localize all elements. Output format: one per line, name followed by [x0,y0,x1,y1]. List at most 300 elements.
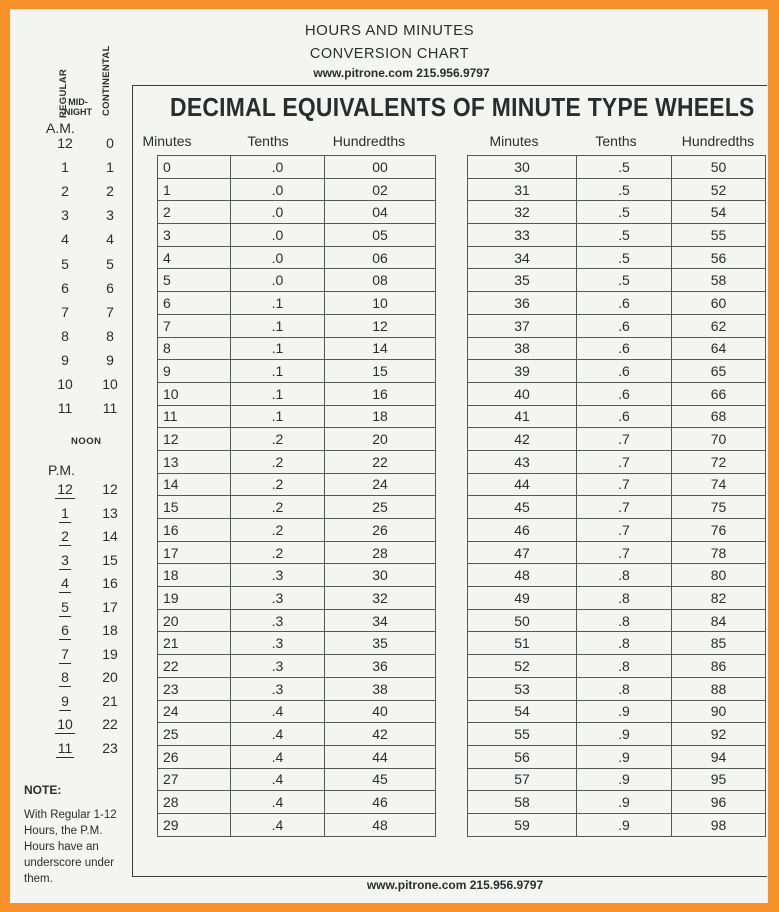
hour-value: 4 [61,231,69,248]
pm-regular-hour [47,599,83,615]
am-regular-hour [47,376,83,392]
table-row [158,224,436,247]
tenths-cell: .5 [577,246,672,269]
minutes-cell: 34 [468,246,577,269]
table-row [468,156,766,179]
hundredths-cell: 04 [325,201,436,224]
minutes-table-left [157,155,436,837]
minutes-cell: 1 [158,178,231,201]
table-row [468,314,766,337]
tenths-cell: .8 [577,655,672,678]
pm-regular-hour [47,716,83,732]
tenths-cell: .5 [577,224,672,247]
pm-continental-hour: 15 [102,551,118,568]
hundredths-cell: 66 [672,382,766,405]
table-row [468,496,766,519]
table-row [158,700,436,723]
hundredths-cell: 68 [672,405,766,428]
note-text: With Regular 1-12 Hours, the P.M. Hours have an underscore under them. [24,809,117,885]
pm-regular-hour [47,575,83,591]
minutes-cell: 53 [468,677,577,700]
minutes-cell: 13 [158,450,231,473]
hour-value: 11 [57,400,73,417]
hour-value: 8 [61,327,69,344]
am-continental-hour: 0 [106,135,114,151]
minutes-cell: 29 [158,813,231,836]
table-row [158,609,436,632]
table-row [158,745,436,768]
hour-value: 7 [61,303,69,320]
minutes-cell: 17 [158,541,231,564]
pm-regular-hour [47,622,83,638]
minutes-cell: 6 [158,292,231,315]
hundredths-cell: 18 [325,405,436,428]
hour-value: 9 [61,351,69,368]
minutes-cell: 46 [468,519,577,542]
table-row [158,246,436,269]
pm-regular-hour [47,669,83,685]
tenths-cell: .2 [231,450,325,473]
minutes-cell: 25 [158,723,231,746]
minutes-cell: 12 [158,428,231,451]
table-row [468,745,766,768]
note-heading: NOTE: [24,783,62,797]
table-row [468,201,766,224]
tenths-cell: .9 [577,791,672,814]
pm-continental-hour: 14 [102,528,118,544]
pm-continental-hour: 19 [102,645,118,662]
hundredths-cell: 00 [325,156,436,179]
tenths-cell: .8 [577,632,672,655]
minutes-cell: 24 [158,700,231,723]
table-row [468,246,766,269]
tenths-cell: .8 [577,609,672,632]
tenths-cell: .0 [231,269,325,292]
table-row [468,541,766,564]
hundredths-cell: 84 [672,609,766,632]
website-url-top: www.pitrone.com 215.956.9797 [313,66,490,80]
hundredths-cell: 92 [672,723,766,746]
hundredths-cell: 36 [325,655,436,678]
noon-label: NOON [71,436,102,447]
minutes-cell: 23 [158,677,231,700]
am-regular-hour [47,183,83,199]
table-row [468,428,766,451]
table-row [158,201,436,224]
tenths-cell: .7 [577,473,672,496]
minutes-cell: 9 [158,360,231,383]
table-row [158,269,436,292]
tenths-cell: .0 [231,201,325,224]
tenths-cell: .0 [231,178,325,201]
hour-value: 1 [61,504,69,521]
minutes-cell: 57 [468,768,577,791]
minutes-cell: 28 [158,791,231,814]
hundredths-cell: 34 [325,609,436,632]
tenths-cell: .4 [231,723,325,746]
hundredths-cell: 82 [672,587,766,610]
hour-value: 3 [61,551,69,568]
hundredths-cell: 16 [325,382,436,405]
hundredths-cell: 32 [325,587,436,610]
hundredths-cell: 98 [672,813,766,836]
table-row [468,178,766,201]
minutes-cell: 18 [158,564,231,587]
am-regular-hour [47,256,83,272]
hundredths-cell: 56 [672,246,766,269]
minutes-cell: 14 [158,473,231,496]
tenths-cell: .7 [577,450,672,473]
hour-value: 6 [61,279,69,296]
tenths-cell: .1 [231,314,325,337]
decimal-table-title: DECIMAL EQUIVALENTS OF MINUTE TYPE WHEELS [170,92,755,122]
hour-value: 9 [61,692,69,709]
hundredths-cell: 40 [325,700,436,723]
hundredths-cell: 38 [325,677,436,700]
header-minutes-left: Minutes [142,133,192,149]
tenths-cell: .2 [231,428,325,451]
tenths-cell: .3 [231,677,325,700]
minutes-cell: 49 [468,587,577,610]
minutes-cell: 20 [158,609,231,632]
pm-continental-hour: 21 [102,692,118,709]
table-row [468,269,766,292]
tenths-cell: .2 [231,519,325,542]
table-row [468,768,766,791]
minutes-cell: 33 [468,224,577,247]
minutes-cell: 42 [468,428,577,451]
tenths-cell: .0 [231,224,325,247]
minutes-cell: 58 [468,791,577,814]
table-row [158,813,436,836]
hour-value: 5 [61,255,69,272]
minutes-cell: 52 [468,655,577,678]
hundredths-cell: 24 [325,473,436,496]
pm-continental-hour: 18 [102,622,118,638]
hundredths-cell: 42 [325,723,436,746]
am-continental-hour: 7 [106,303,114,320]
header-minutes-right: Minutes [489,133,539,149]
minutes-cell: 50 [468,609,577,632]
hour-value: 2 [61,528,69,544]
table-row [468,587,766,610]
am-continental-hour: 2 [106,183,114,200]
table-row [158,337,436,360]
minutes-cell: 8 [158,337,231,360]
table-row [158,314,436,337]
hundredths-cell: 76 [672,519,766,542]
hundredths-cell: 75 [672,496,766,519]
tenths-cell: .4 [231,813,325,836]
table-row [158,405,436,428]
hour-value: 1 [61,159,69,176]
tenths-cell: .6 [577,382,672,405]
hundredths-cell: 85 [672,632,766,655]
minutes-cell: 22 [158,655,231,678]
hour-value: 6 [61,622,69,638]
table-row [158,723,436,746]
table-row [158,178,436,201]
minutes-cell: 51 [468,632,577,655]
pm-regular-hour [47,693,83,709]
hour-value: 2 [61,183,69,200]
minutes-cell: 26 [158,745,231,768]
minutes-cell: 48 [468,564,577,587]
am-regular-hour [47,328,83,344]
table-row [158,473,436,496]
pm-regular-hour [47,481,83,497]
hundredths-cell: 14 [325,337,436,360]
am-regular-hour [47,352,83,368]
hundredths-cell: 60 [672,292,766,315]
pm-continental-hour: 23 [102,739,118,756]
hour-value: 5 [61,598,69,615]
minutes-cell: 35 [468,269,577,292]
minutes-cell: 44 [468,473,577,496]
hundredths-cell: 70 [672,428,766,451]
chart-title-line2: CONVERSION CHART [309,46,470,62]
hundredths-cell: 80 [672,564,766,587]
table-row [158,292,436,315]
tenths-cell: .4 [231,745,325,768]
minutes-cell: 43 [468,450,577,473]
minutes-cell: 2 [158,201,231,224]
hour-value: 3 [61,207,69,224]
minutes-cell: 40 [468,382,577,405]
minutes-cell: 5 [158,269,231,292]
minutes-cell: 32 [468,201,577,224]
table-row [468,450,766,473]
minutes-cell: 41 [468,405,577,428]
table-row [468,473,766,496]
tenths-cell: .6 [577,405,672,428]
hundredths-cell: 55 [672,224,766,247]
hundredths-cell: 28 [325,541,436,564]
am-regular-hour [47,231,83,247]
tenths-cell: .6 [577,337,672,360]
pm-regular-hour [47,505,83,521]
tenths-cell: .9 [577,813,672,836]
midnight-label-line2: NIGHT [64,107,92,117]
tenths-cell: .3 [231,655,325,678]
hundredths-cell: 62 [672,314,766,337]
tenths-cell: .5 [577,269,672,292]
hundredths-cell: 10 [325,292,436,315]
table-row [158,632,436,655]
hundredths-cell: 20 [325,428,436,451]
hundredths-cell: 46 [325,791,436,814]
hundredths-cell: 35 [325,632,436,655]
table-row [158,768,436,791]
tenths-cell: .9 [577,700,672,723]
tenths-cell: .8 [577,564,672,587]
hundredths-cell: 05 [325,224,436,247]
minutes-cell: 37 [468,314,577,337]
tenths-cell: .2 [231,473,325,496]
continental-column-label: CONTINENTAL [101,45,112,116]
pm-continental-hour: 17 [102,598,118,615]
minutes-cell: 11 [158,405,231,428]
tenths-cell: .3 [231,609,325,632]
table-row [158,655,436,678]
hour-value: 10 [57,376,73,392]
hundredths-cell: 30 [325,564,436,587]
hundredths-cell: 25 [325,496,436,519]
minutes-table-right [467,155,766,837]
minutes-cell: 54 [468,700,577,723]
hundredths-cell: 72 [672,450,766,473]
pm-regular-hour [47,528,83,544]
hundredths-cell: 50 [672,156,766,179]
tenths-cell: .9 [577,745,672,768]
table-row [468,813,766,836]
tenths-cell: .1 [231,292,325,315]
table-row [468,700,766,723]
hundredths-cell: 64 [672,337,766,360]
am-continental-hour: 8 [106,327,114,344]
minutes-cell: 10 [158,382,231,405]
tenths-cell: .6 [577,292,672,315]
hundredths-cell: 45 [325,768,436,791]
pm-regular-hour [47,740,83,756]
table-row [468,609,766,632]
hour-value: 12 [57,481,73,497]
hundredths-cell: 44 [325,745,436,768]
table-row [468,337,766,360]
hundredths-cell: 58 [672,269,766,292]
minutes-cell: 55 [468,723,577,746]
table-row [158,496,436,519]
tenths-cell: .5 [577,201,672,224]
table-row [468,360,766,383]
hundredths-cell: 52 [672,178,766,201]
tenths-cell: .3 [231,587,325,610]
tenths-cell: .0 [231,156,325,179]
tenths-cell: .1 [231,337,325,360]
pm-continental-hour: 20 [102,669,118,685]
hundredths-cell: 90 [672,700,766,723]
am-regular-hour [47,135,83,151]
header-tenths-left: Tenths [247,133,289,149]
tenths-cell: .7 [577,519,672,542]
pm-label: P.M. [48,462,75,478]
minutes-cell: 47 [468,541,577,564]
table-row [468,224,766,247]
tenths-cell: .1 [231,382,325,405]
tenths-cell: .3 [231,564,325,587]
table-row [158,450,436,473]
am-continental-hour: 4 [106,231,114,248]
table-row [158,791,436,814]
minutes-cell: 31 [468,178,577,201]
minutes-cell: 45 [468,496,577,519]
hour-value: 8 [61,669,69,685]
tenths-cell: .3 [231,632,325,655]
tenths-cell: .1 [231,360,325,383]
tenths-cell: .7 [577,428,672,451]
table-row [158,382,436,405]
table-row [468,292,766,315]
table-row [468,655,766,678]
tenths-cell: .4 [231,700,325,723]
header-tenths-right: Tenths [595,133,637,149]
am-regular-hour [47,280,83,296]
table-row [468,564,766,587]
table-row [468,791,766,814]
table-row [158,541,436,564]
hundredths-cell: 22 [325,450,436,473]
am-continental-hour: 3 [106,207,114,224]
tenths-cell: .7 [577,541,672,564]
tenths-cell: .2 [231,496,325,519]
table-row [158,428,436,451]
website-url-bottom: www.pitrone.com 215.956.9797 [366,878,544,892]
am-continental-hour: 11 [102,400,118,417]
hundredths-cell: 74 [672,473,766,496]
header-hundredths-left: Hundredths [332,133,406,149]
minutes-cell: 15 [158,496,231,519]
am-continental-hour: 10 [102,376,118,392]
am-regular-hour [47,159,83,175]
table-row [158,519,436,542]
minutes-cell: 3 [158,224,231,247]
hour-value: 4 [61,575,69,591]
hundredths-cell: 86 [672,655,766,678]
minutes-cell: 4 [158,246,231,269]
table-row [468,632,766,655]
hundredths-cell: 06 [325,246,436,269]
table-row [158,156,436,179]
minutes-cell: 27 [158,768,231,791]
am-label: A.M. [46,120,75,136]
tenths-cell: .5 [577,156,672,179]
hour-value: 10 [57,716,73,732]
hundredths-cell: 48 [325,813,436,836]
hundredths-cell: 08 [325,269,436,292]
hour-value: 12 [57,135,73,151]
hour-value: 7 [61,645,69,662]
tenths-cell: .2 [231,541,325,564]
tenths-cell: .0 [231,246,325,269]
hundredths-cell: 15 [325,360,436,383]
pm-continental-hour: 16 [102,575,118,591]
tenths-cell: .6 [577,360,672,383]
minutes-cell: 39 [468,360,577,383]
tenths-cell: .8 [577,587,672,610]
regular-column-label: REGULAR [58,68,69,118]
hundredths-cell: 78 [672,541,766,564]
table-row [158,564,436,587]
am-continental-hour: 9 [106,351,114,368]
hundredths-cell: 94 [672,745,766,768]
am-continental-hour: 6 [106,279,114,296]
hundredths-cell: 26 [325,519,436,542]
pm-continental-hour: 22 [102,716,118,732]
midnight-label-line1: MID- [68,97,88,107]
tenths-cell: .7 [577,496,672,519]
minutes-cell: 7 [158,314,231,337]
minutes-cell: 56 [468,745,577,768]
table-row [158,360,436,383]
tenths-cell: .6 [577,314,672,337]
tenths-cell: .5 [577,178,672,201]
minutes-cell: 16 [158,519,231,542]
table-row [158,587,436,610]
minutes-cell: 0 [158,156,231,179]
table-row [468,519,766,542]
pm-regular-hour [47,552,83,568]
tenths-cell: .8 [577,677,672,700]
